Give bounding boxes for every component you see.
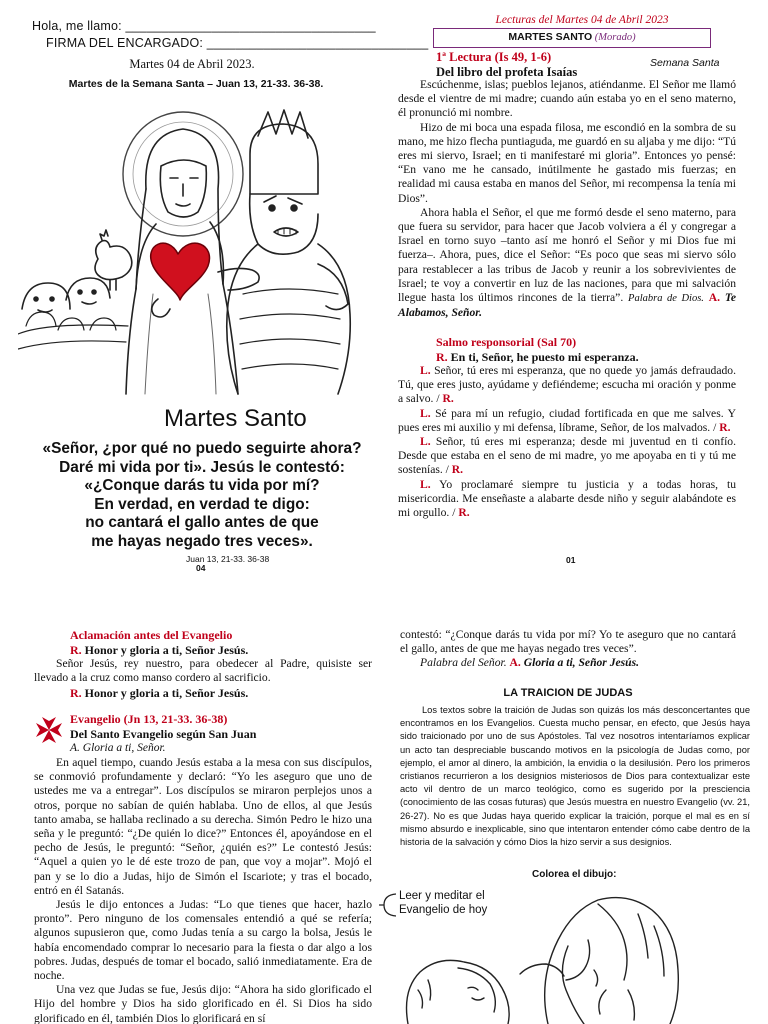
acclamation-verse	[34, 657, 372, 685]
paragraph: Hizo de mi boca una espada filosa, me escondió en la sombra de su mano, me hizo flecha puntiaguda, me guardó en su aljaba y me dijo: “Tú eres mi siervo, Israel; en ti manifestaré mi gloria”. Entonces yo pensé: “En vano me he cansado, inútilmente he gastado mis fuerzas; en realidad mi causa estaba en manos del Señor, mi recompensa la tenía mi Dios”.	[398, 120, 736, 205]
liturgical-day-box	[433, 28, 711, 48]
r-letter: R.	[70, 686, 82, 700]
psalm-heading: Salmo responsorial (Sal 70)	[436, 335, 577, 349]
quote-line: En verdad, en verdad te digo:	[94, 495, 310, 513]
gospel-continuation	[400, 628, 736, 671]
paragraph: En aquel tiempo, cuando Jesús estaba a la mesa con sus discípulos, se conmovió profundamente y declaró: “Yo les aseguro que uno de ustedes me va a entregar”. Los discípulos se miraron perplejos unos a otros, porque no sabían de quién hablaba. Uno de ellos, al que Jesús tanto amaba, se hallaba reclinado a su derecha. Simón Pedro le hizo una seña y le preguntó: “¿De quién lo dice?” Entonces él, apoyándose en el pecho de Jesús, le preguntó: “Señor, ¿quién es?” Le contestó Jesús: “Aquel a quien yo le dé este trozo de pan, que voy a mojar”. Mojó el pan y se lo dio a Judas, hijo de Simón el Iscariote; y tras el bocado, entró en él Satanás.	[34, 756, 372, 897]
l-letter: L.	[420, 406, 431, 420]
refrain-text: Honor y gloria a ti, Señor Jesús.	[84, 686, 249, 700]
gospel-response: A. Gloria a ti, Señor.	[70, 742, 166, 754]
r-mark: R.	[458, 506, 470, 520]
quote-line: no cantará el gallo antes de que	[85, 514, 319, 532]
first-reading-body	[398, 78, 736, 320]
closing-letter: A.	[509, 656, 521, 670]
acclamation-refrain-repeat	[70, 686, 248, 701]
refrain-text: En ti, Señor, he puesto mi esperanza.	[450, 350, 639, 364]
first-reading-number: 1ª	[436, 50, 446, 64]
continuation-text: contestó: “¿Conque darás tu vida por mí? Yo te aseguro que no cantará el gallo, antes de que me hayas negado tres veces”.	[400, 628, 736, 656]
psalm-verse	[398, 435, 736, 478]
readings-title: Lecturas del Martes 04 de Abril 2023	[495, 14, 669, 26]
closing-text: Palabra del Señor.	[420, 656, 507, 670]
refrain-text: Honor y gloria a ti, Señor Jesús.	[84, 643, 249, 657]
response-letter: A.	[708, 291, 721, 305]
paragraph: Escúchenme, islas; pueblos lejanos, atiéndanme. El Señor me llamó desde el vientre de mi madre; cuando aún estaba yo en el seno materno, él pronunció mi nombre.	[398, 78, 736, 120]
signature-line[interactable]: FIRMA DEL ENCARGADO: _______________________________	[46, 36, 429, 50]
l-letter: L.	[420, 364, 431, 377]
traicion-title: LA TRAICION DE JUDAS	[503, 687, 633, 699]
gospel-title: Martes de la Semana Santa – Juan 13, 21-33. 36-38.	[68, 78, 324, 90]
page-date: Martes 04 de Abril 2023.	[129, 57, 255, 71]
reading-closing: Palabra de Dios.	[628, 293, 704, 305]
traicion-body	[400, 704, 750, 849]
quote-line: me hayas negado tres veces».	[91, 532, 313, 550]
season-label: Semana Santa	[650, 57, 720, 69]
psalm-verse	[398, 478, 736, 521]
quote-line: «Señor, ¿por qué no puedo seguirte ahora?	[42, 440, 362, 457]
maltese-cross-icon	[34, 715, 64, 745]
psalm-refrain	[436, 350, 639, 365]
gospel-heading: Evangelio (Jn 13, 21-33. 36-38)	[70, 712, 228, 726]
gospel-closing	[400, 656, 736, 670]
paragraph: Jesús le dijo entonces a Judas: “Lo que tienes que hacer, hazlo pronto”. Pero ninguno de los comensales entendió a qué se refería; algunos supusieron que, como Judas tenía a su cargo la bolsa, Jesús le había encomendado comprar lo necesario para la fiesta o dar algo a los pobres. Judas, después de tomar el bocado, salió inmediatamente. Era de noche.	[34, 898, 372, 983]
verse-text: Señor, tú eres mi esperanza; desde mi juventud en ti confío. Desde que estaba en el seno de mi madre, yo me apoyaba en ti y tú me sostenías. /	[398, 435, 736, 477]
name-line[interactable]: Hola, me llamo: ___________________________________	[32, 19, 376, 33]
illustration-quote	[28, 440, 376, 552]
martes-santo-illustration	[18, 94, 380, 414]
first-reading-book: Del libro del profeta Isaías	[436, 65, 578, 79]
paragraph-text: Ahora habla el Señor, el que me formó desde el seno materno, para que fuera su servidor, para hacer que Jacob volviera a él y congregar a Israel en torno suyo –tanto así me honró el Señor y mi Dios fue mi fuerza–. Ahora, pues, dice el Señor: “Es poco que seas mi siervo sólo para restablecer a las tribus de Jacob y reunir a los sobrevivientes de Israel; te voy a convertir en luz de las naciones, para que mi salvación llegue hasta los últimos rincones de la tierra”.	[398, 205, 736, 305]
l-letter: L.	[420, 435, 431, 449]
acclamation-refrain	[70, 643, 248, 658]
l-letter: L.	[420, 477, 431, 491]
first-reading-ref: Lectura (Is 49, 1-6)	[449, 50, 552, 64]
day-label: MARTES SANTO	[508, 31, 593, 43]
color-prompt: Colorea el dibujo:	[532, 869, 617, 880]
r-letter: R.	[70, 643, 82, 657]
callout-bracket-icon	[378, 893, 398, 917]
r-mark: R.	[451, 463, 464, 477]
r-mark: R.	[442, 392, 454, 406]
psalm-body	[398, 364, 736, 520]
psalm-verse	[398, 407, 736, 435]
traicion-text: Los textos sobre la traición de Judas son quizás los más desconcertantes que encontramos en los Evangelios. Cuesta mucho pensar, en efecto, que Jesús haya sido traicionado por uno de sus Apóstoles. Tal vez nosotros intentaríamos explicar un acto tan despreciable buscando motivos en la psicología de Judas como, por ejemplo, el amor al dinero, la ambición, la envidia o la desilusión. Pero los primeros cristianos recurrieron a los designios misteriosos de Dios para contextualizar este acto vil dentro de un marco teológico, como es sugerido por la presciencia (conocimiento de las cosas futuras) que Jesús muestra en nuestro Evangelio (vv. 21, 26-27). No es que Judas haya querido explicar la traición, porque el mal es en sí mismo absurdo e inexplicable, sino que intentaron entender cómo cabe dentro de la historia de la salvación y cómo Dios la hizo servir a sus designios.	[400, 705, 750, 848]
first-reading-heading	[436, 50, 551, 65]
gospel-body	[34, 756, 372, 1024]
quote-line: «¿Conque darás tu vida por mí?	[84, 477, 320, 495]
closing-response: Gloria a ti, Señor Jesús.	[523, 656, 640, 670]
color-note: (Morado)	[594, 32, 636, 43]
r-letter: R.	[436, 350, 448, 364]
psalm-verse	[398, 364, 736, 407]
reading-response: Te Alabamos, Señor.	[398, 291, 736, 320]
verse-text: Yo proclamaré siempre tu justicia y a todas horas, tu misericordia. Me enseñaste a alabarte desde niño y seguir alabándote es mi orgullo. /	[398, 477, 736, 520]
acclamation-heading: Aclamación antes del Evangelio	[70, 628, 233, 642]
judas-kiss-illustration	[398, 880, 768, 1024]
paragraph	[398, 206, 736, 321]
paragraph: Una vez que Judas se fue, Jesús dijo: “Ahora ha sido glorificado el Hijo del hombre y Dios ha sido glorificado en él. Si Dios ha sido glorificado en él, también Dios lo glorificará en sí	[34, 983, 372, 1024]
gospel-book: Del Santo Evangelio según San Juan	[70, 727, 257, 741]
verse-text: Señor, tú eres mi esperanza, que no quede yo jamás defraudado. Tú, que eres justo, ayúdame y defiéndeme; escucha mi oración y ponme a salvo. /	[398, 364, 736, 406]
verse-text: Sé para mí un refugio, ciudad fortificada en que me salves. Y pues eres mi auxilio y mi defensa, líbrame, Señor, de los malvados. /	[398, 406, 736, 434]
r-mark: R.	[719, 420, 731, 434]
page-number-left: 04	[196, 563, 206, 573]
callout-text: Leer y meditar el Evangelio de hoy	[399, 890, 488, 916]
quote-reference: Juan 13, 21-33. 36-38	[186, 554, 270, 564]
acclamation-text: Señor Jesús, rey nuestro, para obedecer al Padre, quisiste ser llevado a la cruz como manso cordero al sacrificio.	[34, 657, 372, 685]
illustration-title: Martes Santo	[164, 405, 307, 432]
quote-line: Daré mi vida por ti». Jesús le contestó:	[59, 458, 345, 476]
page-number-right: 01	[566, 555, 576, 565]
